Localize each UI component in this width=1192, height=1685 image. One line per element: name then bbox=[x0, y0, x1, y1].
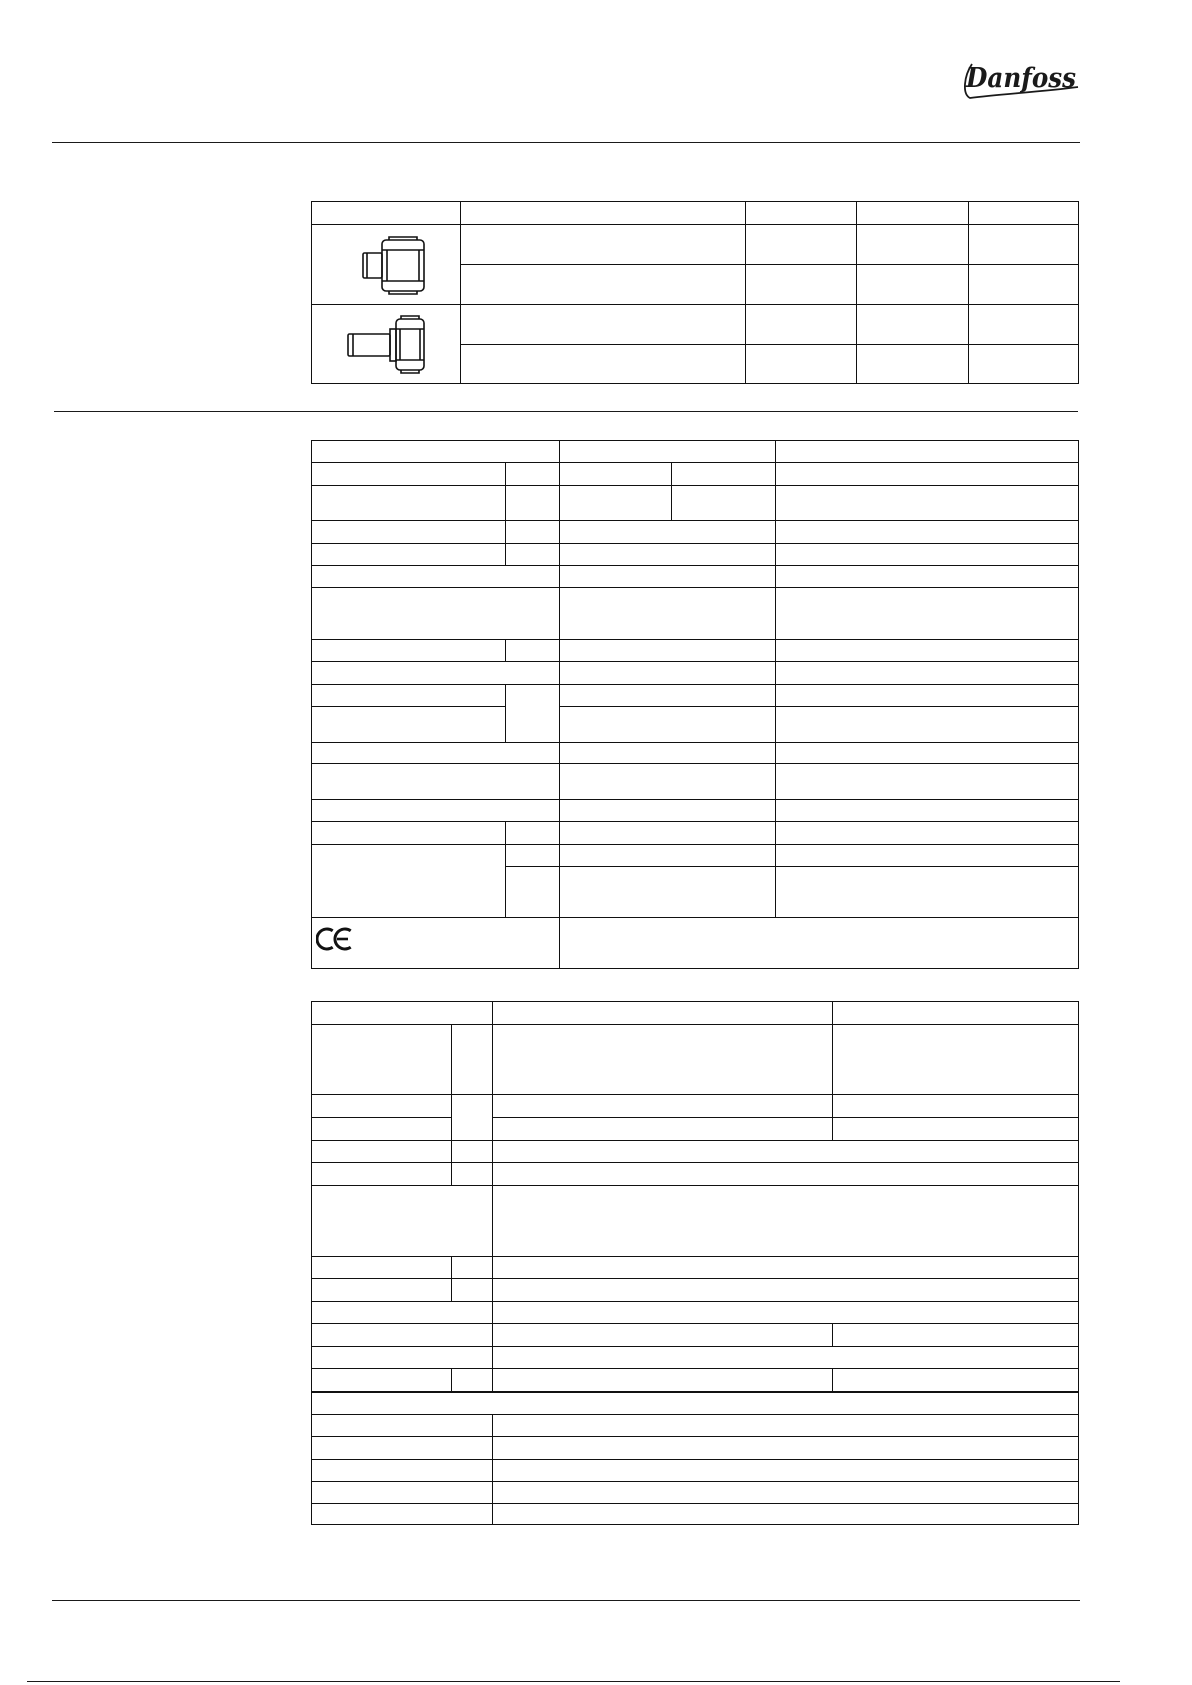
table-row bbox=[312, 521, 1079, 544]
header-cell bbox=[857, 202, 969, 225]
table-row bbox=[312, 764, 1079, 800]
table-cell bbox=[493, 1118, 833, 1141]
logo-wordmark: Danfoss bbox=[965, 63, 1076, 94]
table-cell bbox=[312, 1482, 493, 1504]
table-cell bbox=[493, 1504, 1079, 1525]
header-cell bbox=[312, 1002, 493, 1025]
table-cell bbox=[493, 1369, 833, 1392]
table-cell bbox=[776, 707, 1079, 743]
table-cell bbox=[312, 764, 560, 800]
table-cell bbox=[493, 1437, 1079, 1460]
table-cell bbox=[493, 1415, 1079, 1437]
table-cell bbox=[560, 764, 776, 800]
table-cell bbox=[461, 345, 746, 384]
table-cell bbox=[312, 743, 560, 764]
table-cell bbox=[312, 822, 506, 845]
header-cell bbox=[312, 202, 461, 225]
table-cell bbox=[560, 521, 776, 544]
table-row bbox=[312, 1460, 1079, 1482]
table-cell bbox=[493, 1302, 1079, 1324]
table-cell bbox=[312, 1347, 493, 1369]
table-cell bbox=[560, 588, 776, 640]
table-cell bbox=[969, 265, 1079, 305]
table-cell bbox=[857, 225, 969, 265]
page-bottom-rule bbox=[27, 1681, 1120, 1682]
header-cell bbox=[776, 441, 1079, 463]
table-cell bbox=[493, 1460, 1079, 1482]
table-row bbox=[312, 845, 1079, 867]
unit-cell bbox=[452, 1279, 493, 1302]
table-cell bbox=[857, 345, 969, 384]
table-cell bbox=[312, 1504, 493, 1525]
table-cell bbox=[833, 1095, 1079, 1118]
table-cell bbox=[461, 305, 746, 345]
table-cell bbox=[312, 1095, 452, 1118]
table-row bbox=[312, 1324, 1079, 1347]
table-cell bbox=[461, 225, 746, 265]
table-cell bbox=[461, 265, 746, 305]
unit-cell bbox=[452, 1141, 493, 1163]
unit-cell bbox=[506, 640, 560, 662]
table-cell bbox=[776, 486, 1079, 521]
table-cell bbox=[776, 521, 1079, 544]
header-cell bbox=[461, 202, 746, 225]
table-cell bbox=[312, 1369, 452, 1392]
fittings-table-header bbox=[312, 202, 1079, 225]
unit-cell bbox=[506, 544, 560, 566]
fittings-table bbox=[311, 201, 1079, 384]
table-cell bbox=[969, 305, 1079, 345]
unit-cell bbox=[506, 521, 560, 544]
table-row bbox=[312, 1482, 1079, 1504]
header-cell bbox=[833, 1002, 1079, 1025]
table-cell bbox=[776, 845, 1079, 867]
fitting-image-cell bbox=[312, 225, 461, 305]
table-row bbox=[312, 1025, 1079, 1095]
table-cell bbox=[312, 1163, 452, 1186]
table-row bbox=[312, 1257, 1079, 1279]
table-cell bbox=[833, 1118, 1079, 1141]
table-cell bbox=[969, 225, 1079, 265]
table-cell bbox=[312, 1460, 493, 1482]
unit-cell bbox=[452, 1095, 493, 1141]
table-cell bbox=[312, 1257, 452, 1279]
table-cell bbox=[560, 685, 776, 707]
table-cell bbox=[493, 1186, 1079, 1257]
table-cell bbox=[833, 1369, 1079, 1392]
unit-cell bbox=[452, 1369, 493, 1392]
ce-mark-icon bbox=[316, 927, 356, 951]
table-cell bbox=[312, 640, 506, 662]
table-cell bbox=[493, 1482, 1079, 1504]
table-cell bbox=[776, 544, 1079, 566]
table-cell bbox=[560, 800, 776, 822]
table-cell bbox=[493, 1324, 833, 1347]
unit-cell bbox=[452, 1025, 493, 1095]
technical-data-header bbox=[312, 441, 1079, 463]
unit-cell bbox=[506, 822, 560, 845]
table-row bbox=[312, 685, 1079, 707]
table-row bbox=[312, 743, 1079, 764]
table-row bbox=[312, 640, 1079, 662]
table-cell bbox=[493, 1025, 833, 1095]
table-cell bbox=[560, 822, 776, 845]
table-cell bbox=[776, 764, 1079, 800]
header-cell bbox=[746, 202, 857, 225]
table-cell bbox=[493, 1347, 1079, 1369]
table-row bbox=[312, 822, 1079, 845]
table-cell bbox=[312, 1141, 452, 1163]
table-row bbox=[312, 225, 1079, 265]
unit-cell bbox=[506, 685, 560, 743]
unit-cell bbox=[452, 1163, 493, 1186]
table-cell bbox=[857, 305, 969, 345]
table-cell bbox=[969, 345, 1079, 384]
unit-cell bbox=[506, 845, 560, 867]
union-nipple-long-icon bbox=[312, 305, 461, 383]
table-cell bbox=[493, 1163, 1079, 1186]
table-cell bbox=[312, 845, 506, 918]
table-cell bbox=[493, 1095, 833, 1118]
table-cell bbox=[493, 1257, 1079, 1279]
table-row bbox=[312, 1279, 1079, 1302]
table-row bbox=[312, 707, 1079, 743]
table-cell bbox=[312, 1025, 452, 1095]
table-cell bbox=[560, 640, 776, 662]
table-cell bbox=[312, 486, 506, 521]
table-cell bbox=[312, 463, 506, 486]
approval-mark-cell bbox=[312, 918, 560, 969]
section-row bbox=[312, 1392, 1079, 1415]
table-cell bbox=[560, 743, 776, 764]
table-row bbox=[312, 1302, 1079, 1324]
table-row bbox=[312, 463, 1079, 486]
table-row bbox=[312, 1186, 1079, 1257]
union-nipple-short-icon bbox=[312, 226, 461, 304]
table-cell bbox=[312, 685, 506, 707]
table-cell bbox=[560, 845, 776, 867]
header-cell bbox=[312, 441, 560, 463]
table-cell bbox=[746, 305, 857, 345]
table-row bbox=[312, 544, 1079, 566]
table-cell bbox=[776, 867, 1079, 918]
table-cell bbox=[312, 1437, 493, 1460]
danfoss-logo bbox=[960, 54, 1082, 102]
header-cell bbox=[969, 202, 1079, 225]
table-row bbox=[312, 1118, 1079, 1141]
table-row bbox=[312, 588, 1079, 640]
table-row bbox=[312, 566, 1079, 588]
table-cell bbox=[560, 463, 672, 486]
specification-header bbox=[312, 1002, 1079, 1025]
unit-cell bbox=[506, 463, 560, 486]
unit-cell bbox=[452, 1257, 493, 1279]
header-cell bbox=[493, 1002, 833, 1025]
table-cell bbox=[312, 707, 506, 743]
table-cell bbox=[746, 265, 857, 305]
table-row bbox=[312, 1163, 1079, 1186]
table-cell bbox=[776, 566, 1079, 588]
table-row bbox=[312, 1415, 1079, 1437]
table-cell bbox=[776, 662, 1079, 685]
table-cell bbox=[560, 486, 672, 521]
table-cell bbox=[312, 1415, 493, 1437]
table-cell bbox=[672, 486, 776, 521]
table-row bbox=[312, 1437, 1079, 1460]
table-cell bbox=[312, 544, 506, 566]
footer-rule bbox=[52, 1600, 1080, 1601]
table-row bbox=[312, 1504, 1079, 1525]
table-cell bbox=[312, 1324, 493, 1347]
table-cell bbox=[312, 1279, 452, 1302]
unit-cell bbox=[506, 486, 560, 521]
table-row bbox=[312, 800, 1079, 822]
table-cell bbox=[312, 1302, 493, 1324]
header-rule bbox=[52, 142, 1080, 143]
table-cell bbox=[312, 1186, 493, 1257]
table-cell bbox=[776, 640, 1079, 662]
table-cell bbox=[776, 685, 1079, 707]
header-cell bbox=[560, 441, 776, 463]
table-cell bbox=[312, 800, 560, 822]
table-row bbox=[312, 305, 1079, 345]
table-cell bbox=[672, 463, 776, 486]
table-row bbox=[312, 1347, 1079, 1369]
table-cell bbox=[312, 1118, 452, 1141]
table-cell bbox=[857, 265, 969, 305]
table-cell bbox=[833, 1025, 1079, 1095]
specification-table bbox=[311, 1001, 1079, 1525]
table-cell bbox=[560, 662, 776, 685]
table-cell bbox=[776, 743, 1079, 764]
table-cell bbox=[312, 588, 560, 640]
table-cell bbox=[776, 463, 1079, 486]
approval-row bbox=[312, 918, 1079, 969]
table-cell bbox=[493, 1141, 1079, 1163]
table-row bbox=[312, 662, 1079, 685]
table-cell bbox=[560, 918, 1079, 969]
table-cell bbox=[312, 662, 560, 685]
table-row bbox=[312, 486, 1079, 521]
table-cell bbox=[833, 1324, 1079, 1347]
table-cell bbox=[746, 345, 857, 384]
fitting-image-cell bbox=[312, 305, 461, 384]
table-row bbox=[312, 1141, 1079, 1163]
table-row bbox=[312, 1369, 1079, 1392]
table-cell bbox=[776, 588, 1079, 640]
table-row bbox=[312, 1095, 1079, 1118]
table-cell bbox=[776, 800, 1079, 822]
table-cell bbox=[312, 566, 560, 588]
table-cell bbox=[560, 566, 776, 588]
table-cell bbox=[560, 707, 776, 743]
table-cell bbox=[493, 1279, 1079, 1302]
table-cell bbox=[776, 822, 1079, 845]
table-cell bbox=[560, 544, 776, 566]
table-cell bbox=[560, 867, 776, 918]
unit-cell bbox=[506, 867, 560, 918]
section-cell bbox=[312, 1392, 1079, 1415]
table-cell bbox=[312, 521, 506, 544]
section-divider bbox=[54, 411, 1078, 412]
table-cell bbox=[746, 225, 857, 265]
technical-data-table bbox=[311, 440, 1079, 969]
